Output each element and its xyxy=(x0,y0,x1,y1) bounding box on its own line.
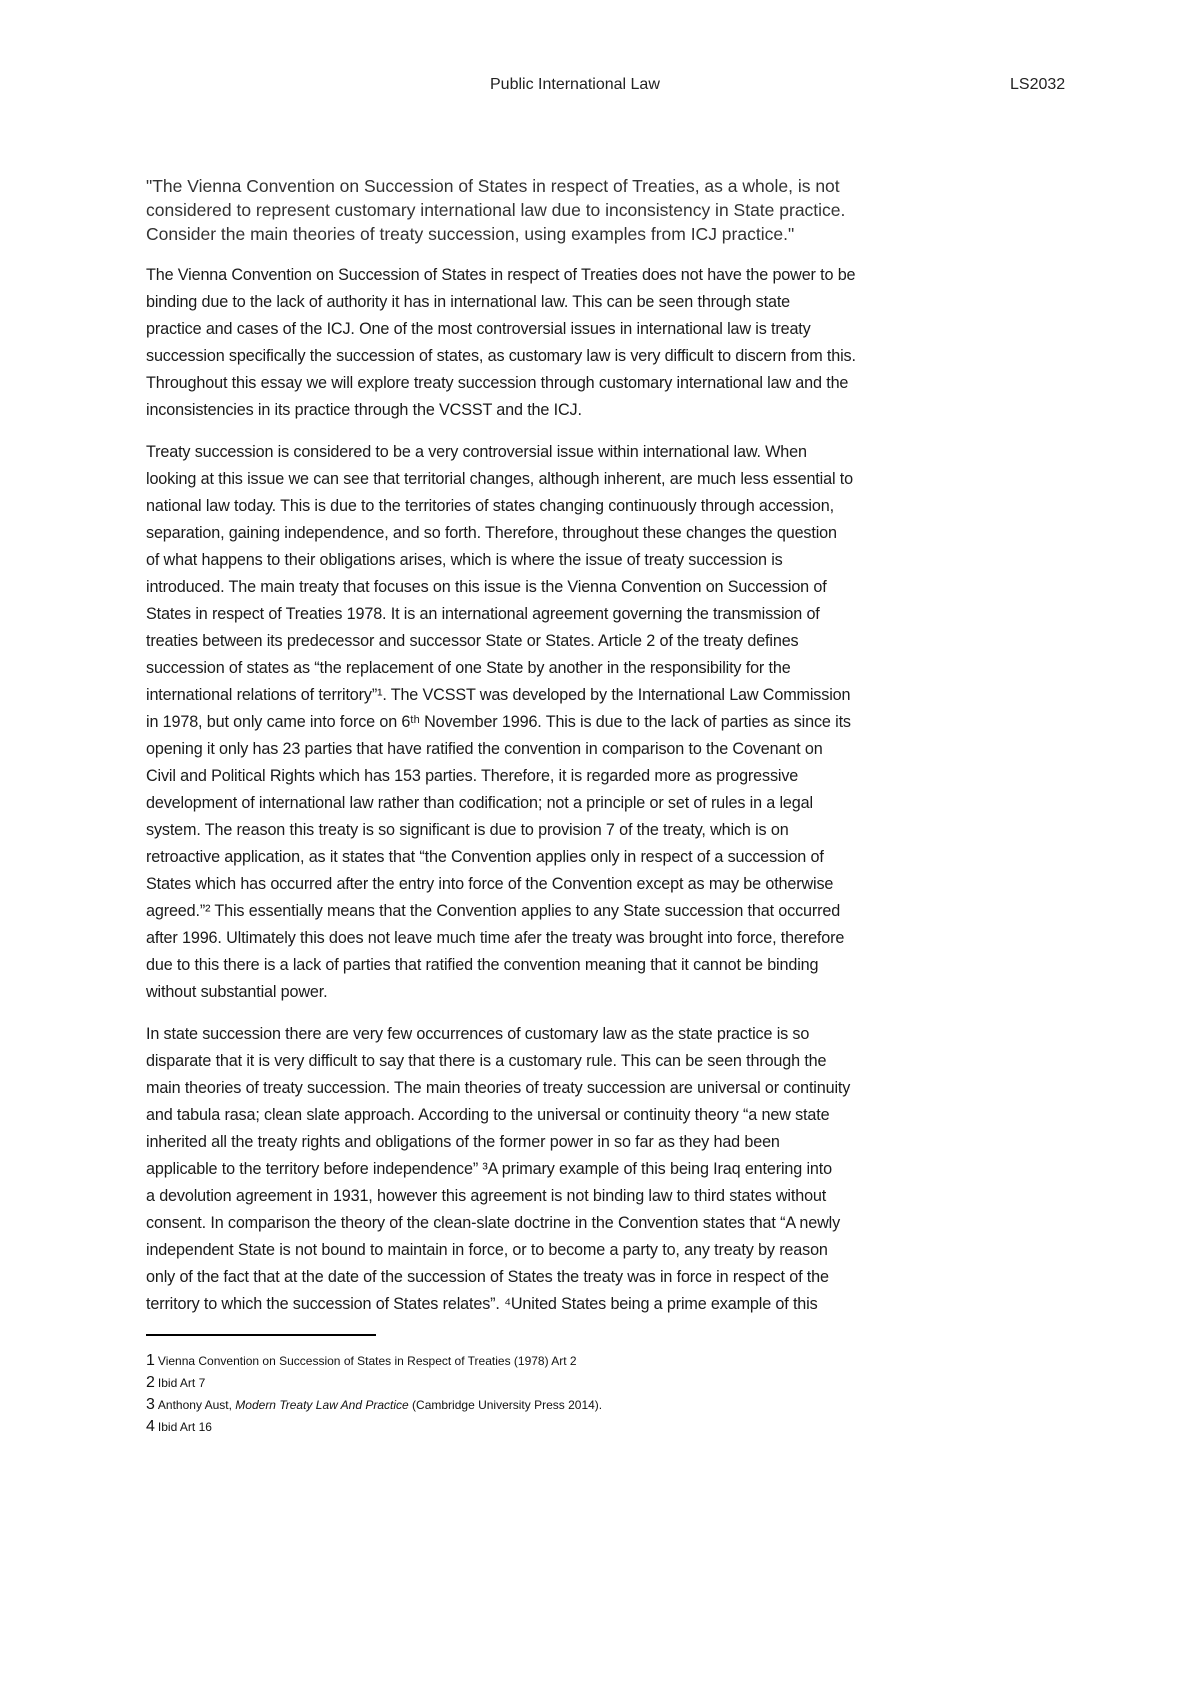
question-line: Consider the main theories of treaty succession, using examples from ICJ practice." xyxy=(146,224,795,244)
footnote-number: 2 xyxy=(146,1374,155,1391)
paragraph-3-line: independent State is not bound to maintain in force, or to become a party to, any treaty by reason xyxy=(146,1241,828,1259)
paragraph-3-line: main theories of treaty succession. The main theories of treaty succession are universal or continuity xyxy=(146,1079,851,1097)
paragraph-3-line: In state succession there are very few occurrences of customary law as the state practice is so xyxy=(146,1025,810,1043)
paragraph-1-line: binding due to the lack of authority it has in international law. This can be seen through state xyxy=(146,293,791,311)
footnote-text: Vienna Convention on Succession of States in Respect of Treaties (1978) Art 2 xyxy=(157,1354,577,1368)
paragraph-2-line: system. The reason this treaty is so significant is due to provision 7 of the treaty, which is on xyxy=(146,821,789,839)
paragraph-1-line: Throughout this essay we will explore treaty succession through customary international law and the xyxy=(146,374,849,392)
paragraph-1-line: succession specifically the succession of states, as customary law is very difficult to discern from this. xyxy=(146,347,856,365)
paragraph-2-line: after 1996. Ultimately this does not leave much time afer the treaty was brought into force, therefore xyxy=(146,929,845,947)
paragraph-2-line: international relations of territory”¹. The VCSST was developed by the International Law Commission xyxy=(146,686,851,704)
footnote-publisher: (Cambridge University Press 2014). xyxy=(408,1398,603,1412)
footnote-3 xyxy=(146,1396,602,1414)
paragraph-3-line: inherited all the treaty rights and obligations of the former power in so far as they had been xyxy=(146,1133,780,1151)
footnote-2 xyxy=(146,1374,205,1392)
paragraph-2-line: of what happens to their obligations arises, which is where the issue of treaty succession is xyxy=(146,551,783,569)
footnote-1 xyxy=(146,1352,577,1370)
footnote-number: 3 xyxy=(146,1396,155,1413)
paragraph-2-line: Civil and Political Rights which has 153 parties. Therefore, it is regarded more as progressive xyxy=(146,767,799,785)
paragraph-2-line: national law today. This is due to the territories of states changing continuously through accession, xyxy=(146,497,834,515)
paragraph-2-line: development of international law rather than codification; not a principle or set of rules in a legal xyxy=(146,794,813,812)
paragraph-2-line: without substantial power. xyxy=(146,983,328,1001)
question-line: considered to represent customary international law due to inconsistency in State practice. xyxy=(146,200,846,220)
paragraph-2-line: agreed.”² This essentially means that the Convention applies to any State succession that occurred xyxy=(146,902,841,920)
footnote-4 xyxy=(146,1418,212,1436)
paragraph-3-line: disparate that it is very difficult to say that there is a customary rule. This can be seen through the xyxy=(146,1052,827,1070)
paragraph-2-line: separation, gaining independence, and so forth. Therefore, throughout these changes the question xyxy=(146,524,837,542)
paragraph-3-line: a devolution agreement in 1931, however this agreement is not binding law to third states without xyxy=(146,1187,827,1205)
paragraph-2-line: looking at this issue we can see that territorial changes, although inherent, are much less essential to xyxy=(146,470,853,488)
paragraph-2-line: opening it only has 23 parties that have ratified the convention in comparison to the Covenant on xyxy=(146,740,823,758)
paragraph-1-line: practice and cases of the ICJ. One of the most controversial issues in international law is treaty xyxy=(146,320,811,338)
paragraph-1-line: inconsistencies in its practice through the VCSST and the ICJ. xyxy=(146,401,582,419)
paragraph-3-line: applicable to the territory before independence” ³A primary example of this being Iraq entering into xyxy=(146,1160,832,1178)
question-line: "The Vienna Convention on Succession of States in respect of Treaties, as a whole, is not xyxy=(146,176,840,196)
paragraph-3-line: territory to which the succession of States relates”. ⁴United States being a prime example of this xyxy=(146,1295,818,1313)
paragraph-2-line: succession of states as “the replacement of one State by another in the responsibility for the xyxy=(146,659,791,677)
paragraph-3-line: only of the fact that at the date of the succession of States the treaty was in force in respect of the xyxy=(146,1268,829,1286)
paragraph-2-line: retroactive application, as it states that “the Convention applies only in respect of a succession of xyxy=(146,848,824,866)
header-course-code: LS2032 xyxy=(1010,76,1066,93)
footnote-author: Anthony Aust, xyxy=(157,1398,236,1412)
footnote-number: 4 xyxy=(146,1418,155,1435)
footnote-separator xyxy=(146,1334,376,1336)
footnote-book-title: Modern Treaty Law And Practice xyxy=(235,1398,409,1412)
paragraph-2-line: treaties between its predecessor and successor State or States. Article 2 of the treaty defines xyxy=(146,632,799,650)
paragraph-2-line: States which has occurred after the entry into force of the Convention except as may be otherwise xyxy=(146,875,834,893)
footnote-text: Ibid Art 7 xyxy=(157,1376,206,1390)
paragraph-3-line: and tabula rasa; clean slate approach. According to the universal or continuity theory “a new state xyxy=(146,1106,830,1124)
paragraph-1-line: The Vienna Convention on Succession of States in respect of Treaties does not have the power to be xyxy=(146,266,856,284)
header-title: Public International Law xyxy=(490,76,660,93)
paragraph-2-line: introduced. The main treaty that focuses on this issue is the Vienna Convention on Succession of xyxy=(146,578,827,596)
footnote-number: 1 xyxy=(146,1352,155,1369)
paragraph-2-line: Treaty succession is considered to be a very controversial issue within international law. When xyxy=(146,443,807,461)
paragraph-2-line: States in respect of Treaties 1978. It is an international agreement governing the transmission of xyxy=(146,605,820,623)
paragraph-2-line: due to this there is a lack of parties that ratified the convention meaning that it cannot be binding xyxy=(146,956,819,974)
paragraph-2-line: in 1978, but only came into force on 6ᵗʰ November 1996. This is due to the lack of parties as since its xyxy=(146,713,851,731)
footnote-text: Ibid Art 16 xyxy=(157,1420,212,1434)
paragraph-3-line: consent. In comparison the theory of the clean-slate doctrine in the Convention states that “A newly xyxy=(146,1214,841,1232)
